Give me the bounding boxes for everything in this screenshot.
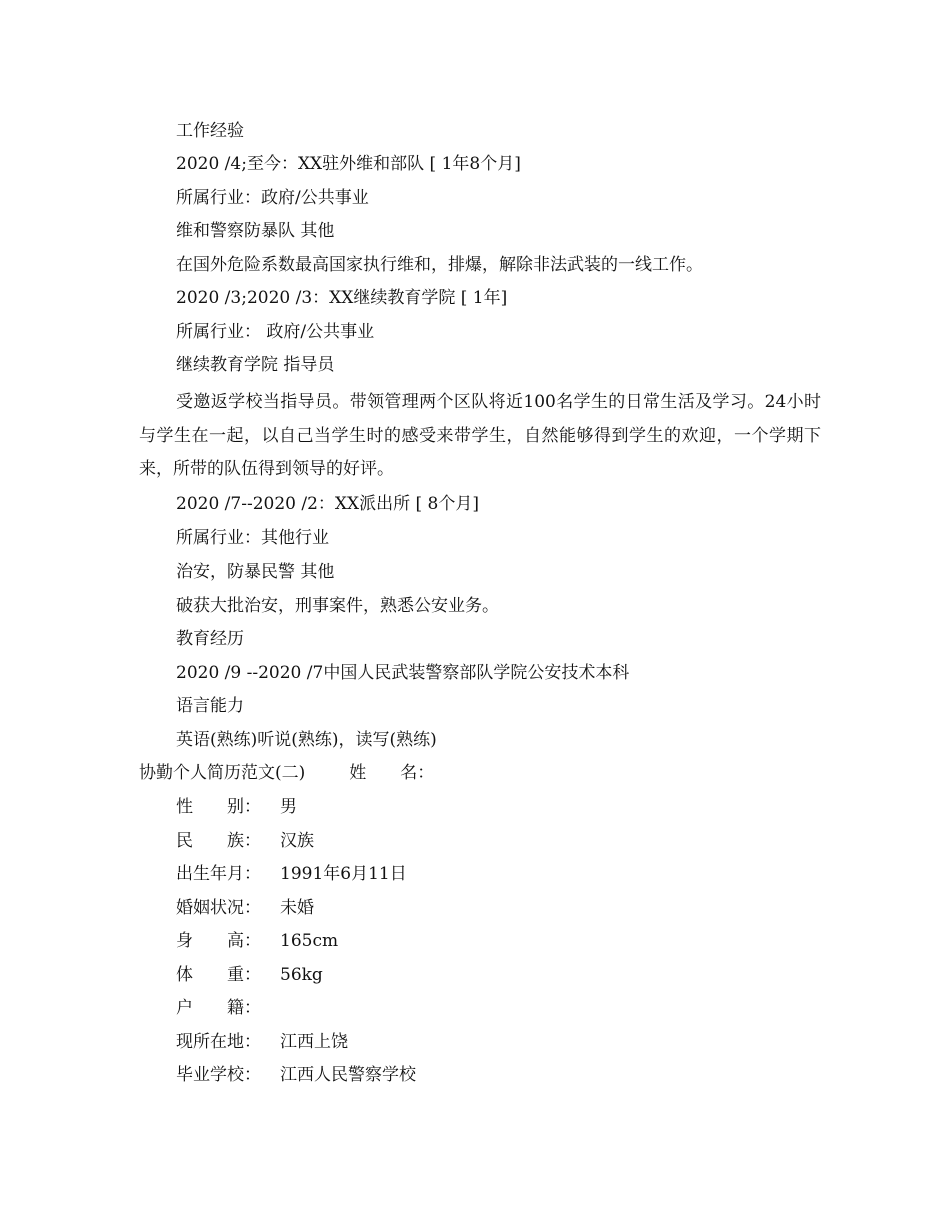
field-row <box>176 831 314 851</box>
job-position: 继续教育学院 指导员 <box>176 355 335 375</box>
field-value: 汉族 <box>280 831 314 851</box>
job-period: 2020 /7--2020 /2：XX派出所 [ 8个月] <box>176 494 480 514</box>
job-description: 在国外危险系数最高国家执行维和，排爆，解除非法武装的一线工作。 <box>176 255 703 275</box>
field-value: 56kg <box>280 965 323 985</box>
field-label: 性 别： <box>176 797 261 817</box>
job-period: 2020 /3;2020 /3：XX继续教育学院 [ 1年] <box>176 288 508 308</box>
job-industry: 所属行业：其他行业 <box>176 528 329 548</box>
field-row <box>176 864 407 884</box>
field-value: 江西人民警察学校 <box>280 1065 416 1085</box>
field-label: 出生年月： <box>176 864 261 884</box>
name-label: 姓 名： <box>349 763 435 783</box>
field-value: 165cm <box>280 931 339 951</box>
job-period: 2020 /4;至今：XX驻外维和部队 [ 1年8个月] <box>176 154 521 174</box>
job-description: 破获大批治安，刑事案件，熟悉公安业务。 <box>176 596 499 616</box>
field-row <box>176 931 338 951</box>
field-row <box>176 1032 348 1052</box>
job-description-paragraph: 受邀返学校当指导员。带领管理两个区队将近100名学生的日常生活及学习。24小时与学生在一起，以自己当学生时的感受来带学生，自然能够得到学生的欢迎，一个学期下来，所带的队伍得到领导的好评。 <box>139 392 821 480</box>
job-industry: 所属行业：政府/公共事业 <box>176 188 369 208</box>
field-row <box>176 898 314 918</box>
resume-title: 协勤个人简历范文(二) <box>139 763 306 783</box>
field-value: 江西上饶 <box>280 1032 348 1052</box>
job-position: 维和警察防暴队 其他 <box>176 221 335 241</box>
field-row <box>176 998 280 1018</box>
education-heading: 教育经历 <box>176 629 244 649</box>
job-industry: 所属行业： 政府/公共事业 <box>176 322 375 342</box>
resume-title-row <box>139 763 434 783</box>
field-label: 婚姻状况： <box>176 898 261 918</box>
field-value: 未婚 <box>280 898 314 918</box>
field-label: 民 族： <box>176 831 261 851</box>
field-label: 身 高： <box>176 931 261 951</box>
language-heading: 语言能力 <box>176 696 244 716</box>
field-value: 男 <box>280 797 297 817</box>
field-label: 毕业学校： <box>176 1065 261 1085</box>
education-entry: 2020 /9 --2020 /7中国人民武装警察部队学院公安技术本科 <box>176 663 630 683</box>
job-position: 治安，防暴民警 其他 <box>176 562 335 582</box>
field-label: 体 重： <box>176 965 261 985</box>
field-label: 户 籍： <box>176 998 261 1018</box>
field-row <box>176 797 297 817</box>
field-value: 1991年6月11日 <box>280 864 407 884</box>
field-row <box>176 965 323 985</box>
language-entry: 英语(熟练)听说(熟练)，读写(熟练) <box>176 730 437 750</box>
field-row <box>176 1065 416 1085</box>
field-label: 现所在地： <box>176 1032 261 1052</box>
work-heading: 工作经验 <box>176 121 244 141</box>
